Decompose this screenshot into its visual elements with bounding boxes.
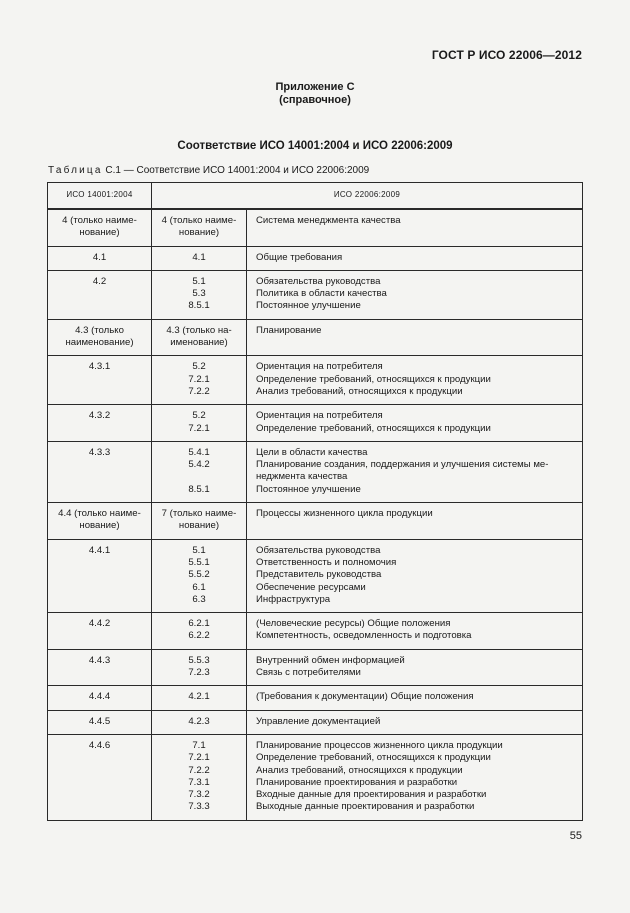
table-row [48,649,583,686]
clause-title-line: (Требования к документации) Общие положения [256,691,474,703]
clause-number-line: 5.2 [192,410,206,422]
cell-clause-title [247,441,583,502]
appendix-heading [0,81,630,107]
clause-number-line: 4.1 [192,251,206,263]
clause-number-line: 7.3.3 [188,801,210,813]
cell-iso14001 [48,270,152,319]
clause-title-line: Цели в области качества [256,446,368,458]
table-row [48,270,583,319]
cell-iso22006 [152,405,247,442]
cell-iso22006 [152,734,247,820]
main-title: Соответствие ИСО 14001:2004 и ИСО 22006:2009 [177,140,453,152]
clause-number-line: нование) [79,227,120,239]
clause-number-line: 7.2.1 [188,422,210,434]
clause-title-line: Внутренний обмен информацией [256,654,405,666]
clause-number-line: 4.3 (только на- [166,324,232,336]
cell-clause-title [247,319,583,356]
cell-clause-title [247,503,583,540]
clause-title-line: Обязательства руководства [256,544,381,556]
clause-number-line: 4.2.3 [188,715,210,727]
cell-iso14001 [48,734,152,820]
clause-number-line: 6.1 [192,581,206,593]
cell-iso14001 [48,613,152,650]
table-row [48,734,583,820]
clause-title-line: Определение требований, относящихся к продукции [256,373,491,385]
cell-iso22006 [152,649,247,686]
cell-iso22006 [152,503,247,540]
clause-number-line: наименование) [65,337,134,349]
clause-title-line: Общие требования [256,251,343,263]
clause-title-line: Анализ требований, относящихся к продукции [256,385,463,397]
clause-number-line: нование) [79,520,120,532]
cell-iso22006 [152,710,247,734]
clause-number-line: 4.3.3 [88,446,111,458]
table-row [48,209,583,246]
cell-iso14001 [48,246,152,270]
clause-number-line: 4.3 (только [75,324,124,336]
cell-iso22006 [152,613,247,650]
clause-number-line: 4.4.6 [88,739,111,751]
table-caption [48,165,369,176]
clause-title-line: (Человеческие ресурсы) Общие положения [256,618,451,630]
clause-title-line: Политика в области качества [256,288,387,300]
clause-number-line: 7 (только наиме- [161,508,237,520]
cell-iso14001 [48,686,152,710]
table-row [48,710,583,734]
clause-title-line: Представитель руководства [256,569,382,581]
cell-iso22006 [152,539,247,612]
clause-title-line: Связь с потребителями [256,667,361,679]
clause-number-line: 4.2 [92,275,107,287]
table-row [48,686,583,710]
clause-number-line: нование) [178,520,220,532]
clause-number-line: 7.2.2 [188,764,210,776]
cell-iso14001 [48,503,152,540]
clause-number-line: 5.5.2 [188,569,210,581]
clause-title-line: Определение требований, относящихся к продукции [256,422,491,434]
clause-number-line: 6.3 [192,593,206,605]
table-row [48,405,583,442]
clause-number-line: 8.5.1 [188,300,210,312]
clause-number-line: 4.1 [92,251,107,263]
clause-number-line: 4.3.1 [88,361,111,373]
clause-number-line: 7.2.2 [188,385,210,397]
clause-title-line: Ответственность и полномочия [256,556,397,568]
cell-iso14001 [48,319,152,356]
cell-clause-title [247,405,583,442]
clause-number-line: 5.4.2 [188,459,210,471]
table-row [48,503,583,540]
table-header-row [48,183,583,210]
clause-number-line: 6.2.2 [188,630,210,642]
clause-title-line: Обеспечение ресурсами [256,581,366,593]
clause-number-line: 7.1 [192,739,206,751]
cell-iso22006 [152,441,247,502]
appendix-note: (справочное) [279,94,351,106]
table-row [48,441,583,502]
standard-code: ГОСТ Р ИСО 22006—2012 [431,48,582,62]
cell-clause-title [247,246,583,270]
cell-clause-title [247,539,583,612]
clause-title-line: Анализ требований, относящихся к продукции [256,764,463,776]
cell-iso14001 [48,649,152,686]
blank-line [156,471,242,483]
clause-title-line: Процессы жизненного цикла продукции [256,508,433,520]
caption-prefix: Таблица [48,165,103,176]
cell-iso14001 [48,405,152,442]
clause-title-line: Входные данные для проектирования и разработки [256,789,487,801]
clause-number-line: 4.4.4 [88,691,111,703]
clause-number-line: 4.4 (только наиме- [58,508,141,520]
clause-number-line: 4.3.2 [88,410,111,422]
table-body [48,209,583,820]
column-header-iso22006: ИСО 22006:2009 [152,183,583,210]
clause-number-line: 4.4.3 [88,654,111,666]
caption-text: С.1 — Соответствие ИСО 14001:2004 и ИСО 22006:2009 [105,165,370,176]
clause-title-line: Управление документацией [256,715,381,727]
clause-title-line: Планирование процессов жизненного цикла продукции [256,739,503,751]
clause-title-line: Планирование проектирования и разработки [256,776,458,788]
cell-iso22006 [152,246,247,270]
table-row [48,356,583,405]
cell-clause-title [247,270,583,319]
clause-number-line: 5.1 [192,275,206,287]
clause-number-line: 5.5.3 [188,654,210,666]
clause-number-line: 5.3 [192,288,206,300]
clause-number-line: нование) [178,227,220,239]
clause-number-line: 7.2.1 [188,373,210,385]
cell-clause-title [247,613,583,650]
clause-title-line: неджмента качества [256,471,348,483]
clause-title-line: Инфраструктура [256,593,331,605]
cell-clause-title [247,686,583,710]
clause-title-line: Постоянное улучшение [256,483,361,495]
clause-title-line: Компетентность, осведомленность и подготовка [256,630,472,642]
clause-number-line: 4.4.1 [88,544,111,556]
cell-clause-title [247,734,583,820]
page-number: 55 [569,830,582,842]
cell-iso14001 [48,441,152,502]
clause-number-line: 5.4.1 [188,446,210,458]
clause-number-line: 5.1 [192,544,206,556]
clause-title-line: Выходные данные проектирования и разработки [256,801,475,813]
cell-iso14001 [48,710,152,734]
clause-title-line: Постоянное улучшение [256,300,361,312]
clause-number-line: 4 (только наиме- [62,215,137,226]
cell-iso22006 [152,270,247,319]
clause-title-line: Планирование создания, поддержания и улучшения системы ме- [256,459,549,471]
cell-iso14001 [48,539,152,612]
clause-number-line: 6.2.1 [188,618,210,630]
clause-title-line: Система менеджмента качества [256,215,401,226]
clause-number-line: 7.2.3 [188,667,210,679]
table-row [48,539,583,612]
appendix-title: Приложение С [275,81,355,93]
cell-iso22006 [152,356,247,405]
cell-iso22006 [152,209,247,246]
cell-clause-title [247,649,583,686]
clause-number-line: 7.3.1 [188,776,210,788]
clause-number-line: 5.2 [192,361,206,373]
cell-iso14001 [48,356,152,405]
correspondence-table [47,182,583,821]
cell-clause-title [247,209,583,246]
clause-number-line: 7.3.2 [188,789,210,801]
clause-title-line: Обязательства руководства [256,275,381,287]
cell-iso14001 [48,209,152,246]
clause-number-line: 4 (только наиме- [161,215,237,226]
column-header-iso14001: ИСО 14001:2004 [48,183,152,210]
clause-number-line: 8.5.1 [188,483,210,495]
cell-iso22006 [152,319,247,356]
table-row [48,613,583,650]
clause-title-line: Определение требований, относящихся к продукции [256,752,491,764]
clause-number-line: 4.4.2 [88,618,111,630]
clause-number-line: 4.4.5 [88,715,111,727]
clause-number-line: 7.2.1 [188,752,210,764]
table-row [48,319,583,356]
clause-number-line: именование) [170,337,228,349]
cell-clause-title [247,356,583,405]
clause-number-line: 4.2.1 [188,691,210,703]
clause-title-line: Ориентация на потребителя [256,410,383,422]
clause-number-line: 5.5.1 [188,556,210,568]
cell-clause-title [247,710,583,734]
cell-iso22006 [152,686,247,710]
table-row [48,246,583,270]
clause-title-line: Ориентация на потребителя [256,361,383,373]
clause-title-line: Планирование [256,324,322,336]
